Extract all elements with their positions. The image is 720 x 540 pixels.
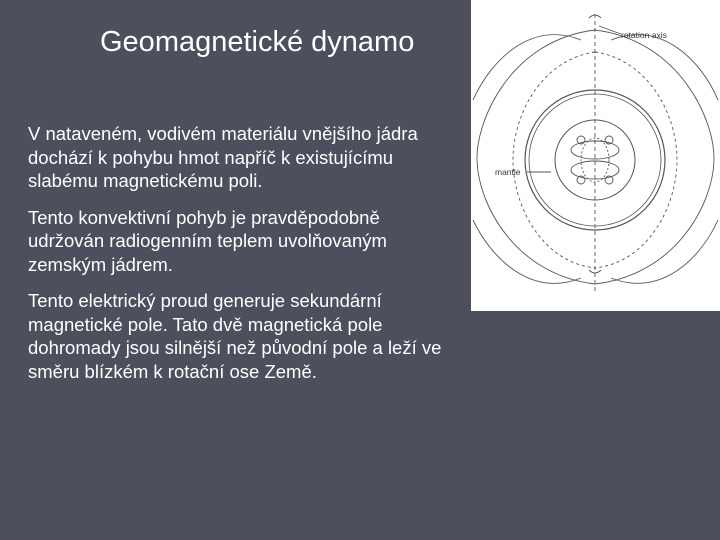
field-line-left-outer bbox=[477, 30, 595, 284]
outer-core-circle bbox=[555, 120, 635, 200]
slide-title: Geomagnetické dynamo bbox=[100, 26, 415, 58]
field-line-far-left-bottom bbox=[473, 220, 581, 283]
field-line-right-outer bbox=[595, 30, 714, 284]
mantle-label: mantle bbox=[495, 167, 521, 177]
geodynamo-diagram-svg bbox=[471, 0, 720, 311]
geodynamo-diagram bbox=[471, 0, 720, 311]
paragraph-3: Tento elektrický proud generuje sekundární magnetické pole. Tato dvě magnetická pole dohromady jsou silnější než původní pole a leží ve směru blízkém k rotační ose Země. bbox=[28, 290, 442, 382]
field-line-far-right-top bbox=[611, 35, 718, 100]
body-text bbox=[28, 122, 460, 396]
paragraph-2: Tento konvektivní pohyb je pravděpodobně udržován radiogenním teplem uvolňovaným zemským jádrem. bbox=[28, 206, 387, 275]
axis-curl-bottom bbox=[589, 270, 601, 273]
field-line-far-left-top bbox=[473, 35, 581, 100]
field-line-far-right-bottom bbox=[611, 220, 718, 283]
rotation-axis-label: rotation axis bbox=[621, 30, 667, 40]
paragraph-1: V nataveném, vodivém materiálu vnějšího jádra dochází k pohybu hmot napříč k existujícímu slabému magnetickému poli. bbox=[28, 123, 418, 191]
earth-surface-circle bbox=[525, 90, 665, 230]
